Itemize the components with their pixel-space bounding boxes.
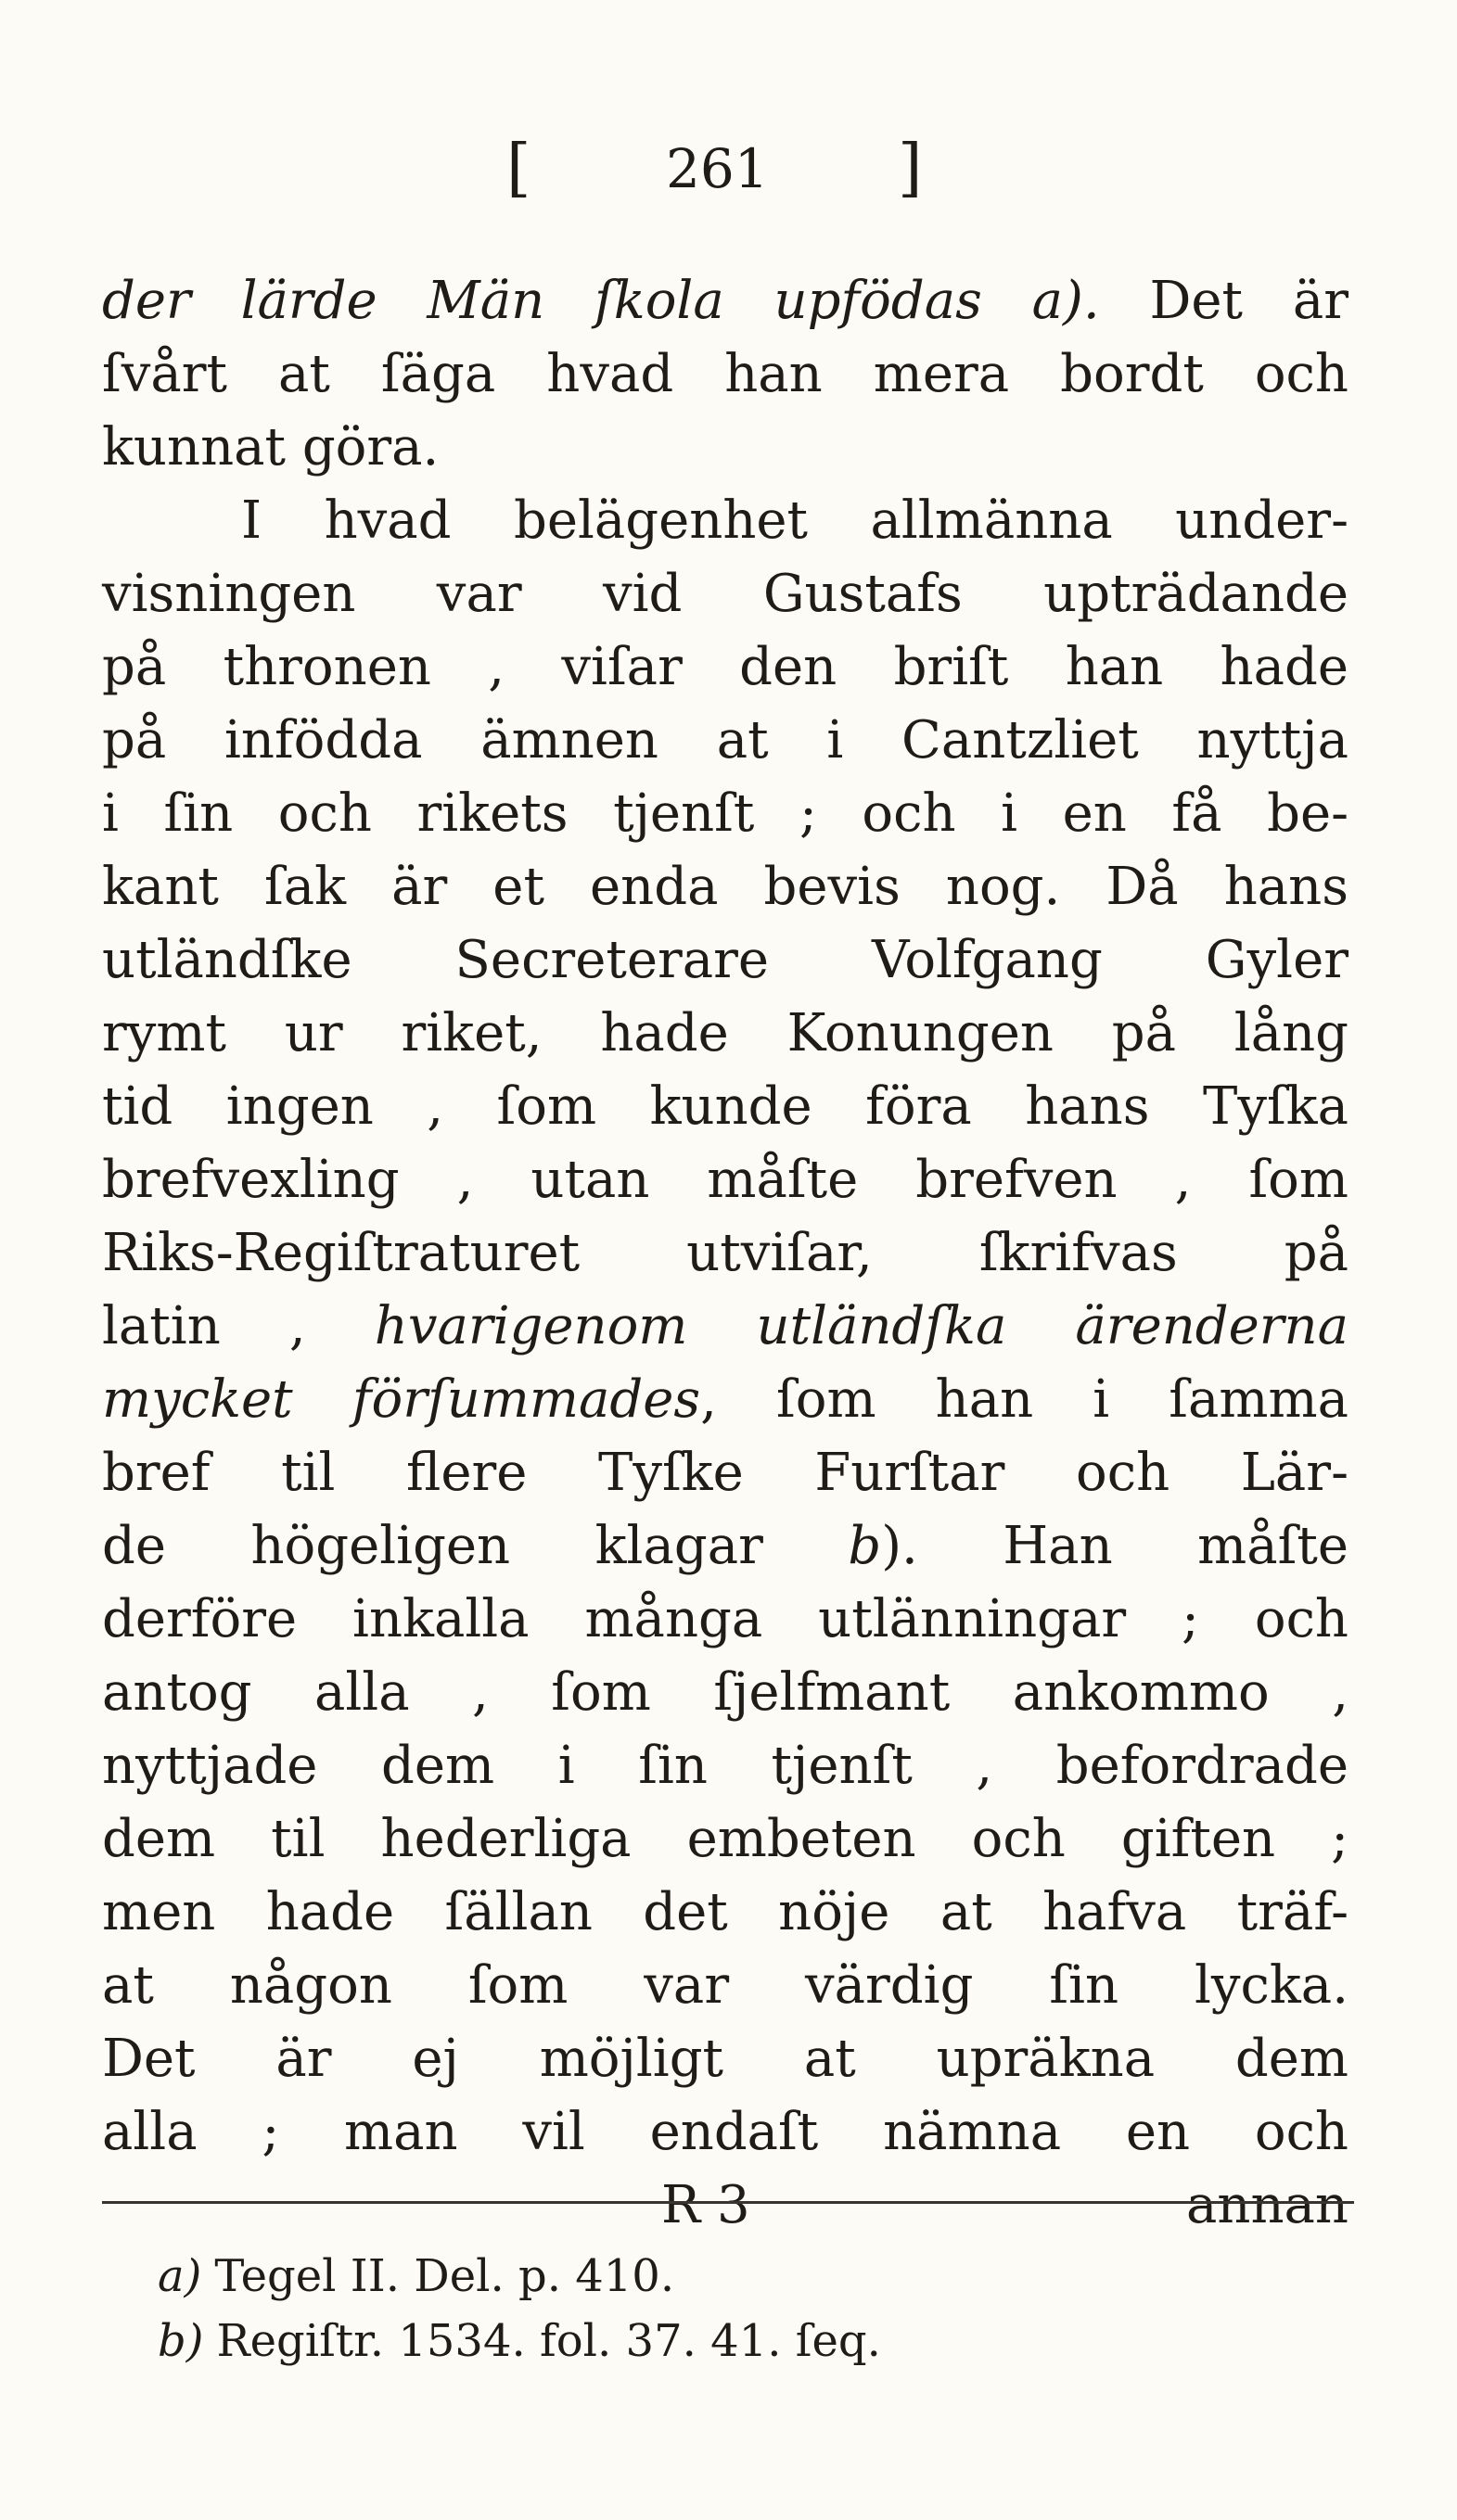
header-bracket-left: [ <box>506 132 531 205</box>
text-segment: kunnat göra. <box>102 417 440 477</box>
signature-mark: R 3 <box>661 2175 750 2235</box>
footnote-text: Tegel II. Del. p. 410. <box>214 2250 675 2302</box>
text-segment: I hvad belägenhet allmänna under- <box>241 490 1348 551</box>
text-segment: på thronen , viſar den briſt han hade <box>102 637 1348 697</box>
text-line <box>102 264 1348 337</box>
footnote-mark: a) <box>158 2250 202 2302</box>
header-bracket-right: ] <box>898 132 923 205</box>
footnote <box>158 2309 1271 2374</box>
text-segment: tid ingen , ſom kunde föra hans Tyſka <box>102 1076 1348 1137</box>
text-line <box>102 923 1348 997</box>
text-segment: at någon ſom var värdig ſin lycka. <box>102 1955 1348 2016</box>
text-segment: kant ſak är et enda bevis nog. Då hans <box>102 857 1348 917</box>
text-segment: ). Han måſte <box>881 1516 1348 1576</box>
text-segment: visningen var vid Gustafs upträdande <box>102 564 1348 624</box>
text-segment: , ſom han i ſamma <box>700 1369 1348 1430</box>
text-line <box>102 1290 1348 1363</box>
text-line <box>102 1802 1348 1876</box>
text-line <box>102 484 1348 557</box>
text-segment: på infödda ämnen at i Cantzliet nyttja <box>102 710 1348 770</box>
text-line <box>102 1949 1348 2022</box>
text-line <box>102 997 1348 1070</box>
footnote-divider <box>102 2201 1354 2204</box>
text-segment: Det är ej möjligt at upräkna dem <box>102 2029 1348 2089</box>
page-number: 261 <box>666 137 769 200</box>
text-line <box>102 1143 1348 1216</box>
footnote-text: Regiſtr. 1534. fol. 37. 41. ſeq. <box>216 2315 881 2367</box>
text-line <box>102 1070 1348 1143</box>
text-line <box>102 1583 1348 1656</box>
text-line <box>102 1436 1348 1509</box>
text-segment: de högeligen klagar <box>102 1516 849 1576</box>
text-line <box>102 630 1348 704</box>
signature-line <box>102 2169 1348 2242</box>
text-segment: derföre inkalla många utlänningar ; och <box>102 1589 1348 1649</box>
text-line <box>102 2022 1348 2095</box>
italic-text-segment: hvarigenom utländſka ärenderna <box>374 1296 1348 1356</box>
text-line <box>102 1363 1348 1436</box>
text-line <box>102 337 1348 411</box>
footnote-mark: b) <box>158 2315 204 2367</box>
text-line <box>102 704 1348 777</box>
text-line <box>102 850 1348 923</box>
body-text <box>102 264 1348 2242</box>
text-line <box>102 1729 1348 1802</box>
text-segment: latin , <box>102 1296 375 1356</box>
text-segment: men hade ſällan det nöje at hafva träf- <box>102 1882 1348 1942</box>
text-line <box>102 1216 1348 1290</box>
text-segment: brefvexling , utan måſte brefven , ſom <box>102 1150 1348 1210</box>
text-segment: Riks-Regiſtraturet utviſar, ſkrifvas på <box>102 1223 1348 1283</box>
text-line <box>102 1876 1348 1949</box>
text-segment: bref til flere Tyſke Furſtar och Lär- <box>102 1443 1348 1503</box>
text-segment: dem til hederliga embeten och giften ; <box>102 1809 1348 1869</box>
text-line <box>102 1656 1348 1729</box>
text-line <box>102 557 1348 630</box>
catchword: annan <box>1186 2175 1348 2235</box>
text-segment: ſvårt at ſäga hvad han mera bordt och <box>102 344 1348 404</box>
italic-text-segment: b <box>848 1516 882 1576</box>
text-segment: nyttjade dem i ſin tjenſt , befordrade <box>102 1736 1348 1796</box>
text-segment: i ſin och rikets tjenſt ; och i en få be- <box>102 783 1348 844</box>
text-line <box>102 411 1348 484</box>
running-header <box>0 132 1457 206</box>
footnote <box>158 2244 1271 2309</box>
italic-text-segment: der lärde Män ſkola upfödas a). <box>102 271 1150 331</box>
text-line <box>102 777 1348 850</box>
text-segment: alla ; man vil endaſt nämna en och <box>102 2102 1348 2162</box>
text-line <box>102 1509 1348 1583</box>
text-segment: antog alla , ſom ſjelfmant ankommo , <box>102 1662 1348 1723</box>
footnotes <box>158 2244 1271 2374</box>
text-line <box>102 2095 1348 2169</box>
italic-text-segment: mycket förſummades <box>102 1369 701 1430</box>
text-segment: Det är <box>1149 271 1349 331</box>
text-segment: rymt ur riket, hade Konungen på lång <box>102 1003 1348 1063</box>
text-segment: utländſke Secreterare Volfgang Gyler <box>102 930 1348 990</box>
